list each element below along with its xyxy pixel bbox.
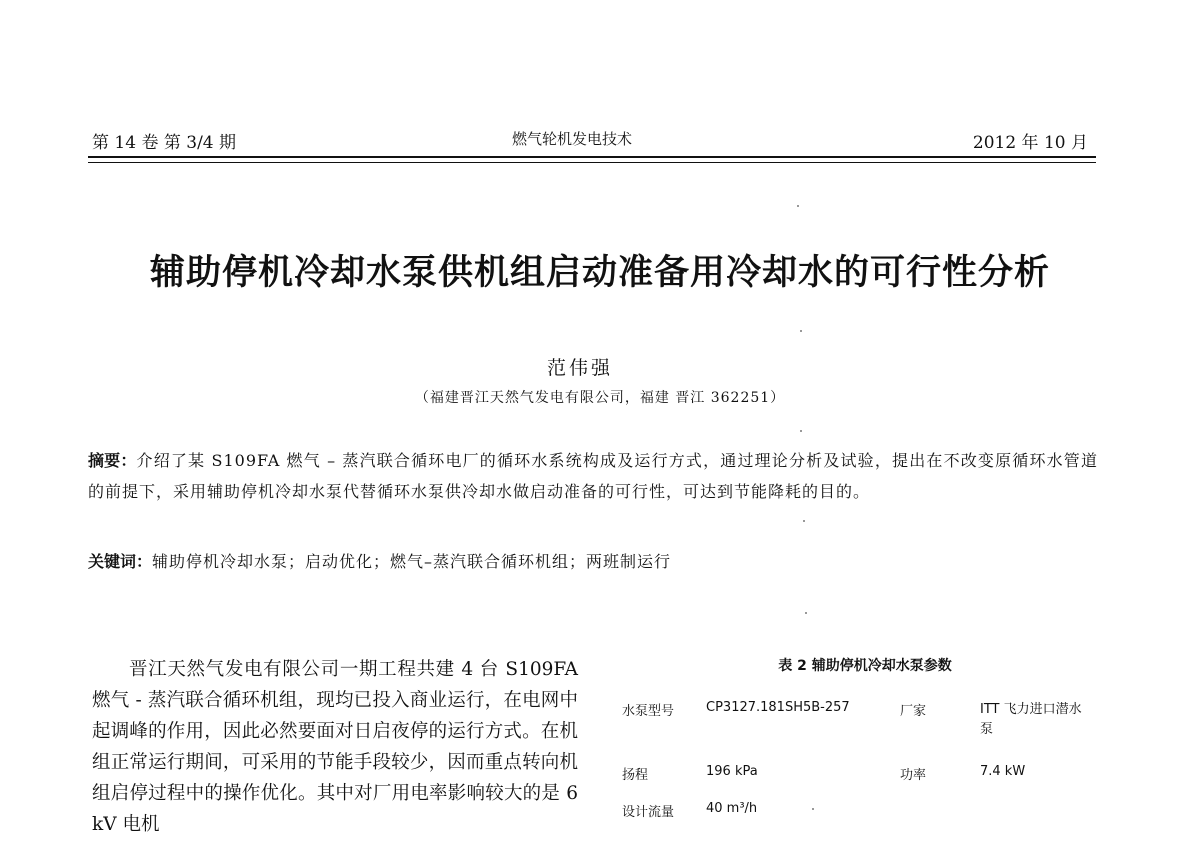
table-key: 扬程: [622, 768, 649, 783]
table-key: 功率: [900, 768, 927, 783]
table-key: 厂家: [900, 704, 927, 719]
abstract-label: 摘要：: [88, 451, 137, 470]
table-key: 水泵型号: [622, 704, 675, 719]
header-rule-thin: [88, 162, 1096, 163]
header-journal-name: 燃气轮机发电技术: [512, 130, 633, 148]
scan-speck: [803, 520, 805, 522]
table-key: 设计流量: [622, 805, 675, 820]
keywords: [88, 549, 1098, 572]
body-paragraph: 晋江天然气发电有限公司一期工程共建 4 台 S109FA 燃气 - 蒸汽联合循环机组，现均已投入商业运行，在电网中起调峰的作用，因此必然要面对日启夜停的运行方式。在机组正常运行期间，可采用的节能手段较少，因而重点转向机组启停过程中的操作优化。其中对厂用电率影响较大的是 6 kV 电机: [92, 659, 578, 835]
header-date: 2012 年 10 月: [972, 133, 1088, 153]
table-value: 40 m³/h: [706, 801, 758, 816]
table-value: 196 kPa: [706, 764, 758, 779]
table-value: ITT 飞力进口潜水泵: [980, 702, 1082, 737]
keywords-label: 关键词：: [88, 552, 153, 571]
abstract-text: 介绍了某 S109FA 燃气 – 蒸汽联合循环电厂的循环水系统构成及运行方式，通过理论分析及试验，提出在不改变原循环水管道的前提下，采用辅助停机冷却水泵代替循环水泵供冷却水做启动准备的可行性，可达到节能降耗的目的。: [88, 451, 1098, 501]
table-value: 7.4 kW: [980, 764, 1026, 779]
paper-title: 辅助停机冷却水泵供机组启动准备用冷却水的可行性分析: [149, 253, 1050, 293]
header-volume-issue: 第 14 卷 第 3/4 期: [92, 133, 237, 153]
author-affiliation: （福建晋江天然气发电有限公司，福建 晋江 362251）: [414, 390, 786, 406]
scan-speck: [797, 205, 799, 207]
author-name: 范伟强: [546, 357, 613, 379]
scan-speck: [800, 330, 802, 332]
scan-speck: [805, 612, 807, 614]
table-value: CP3127.181SH5B-257: [706, 700, 850, 715]
abstract: [88, 445, 1098, 507]
scan-speck: [800, 430, 802, 432]
scan-speck: [812, 808, 814, 810]
header-rule-thick: [88, 156, 1096, 158]
keywords-text: 辅助停机冷却水泵；启动优化；燃气–蒸汽联合循环机组；两班制运行: [152, 552, 672, 571]
table-caption: 表 2 辅助停机冷却水泵参数: [778, 658, 952, 674]
